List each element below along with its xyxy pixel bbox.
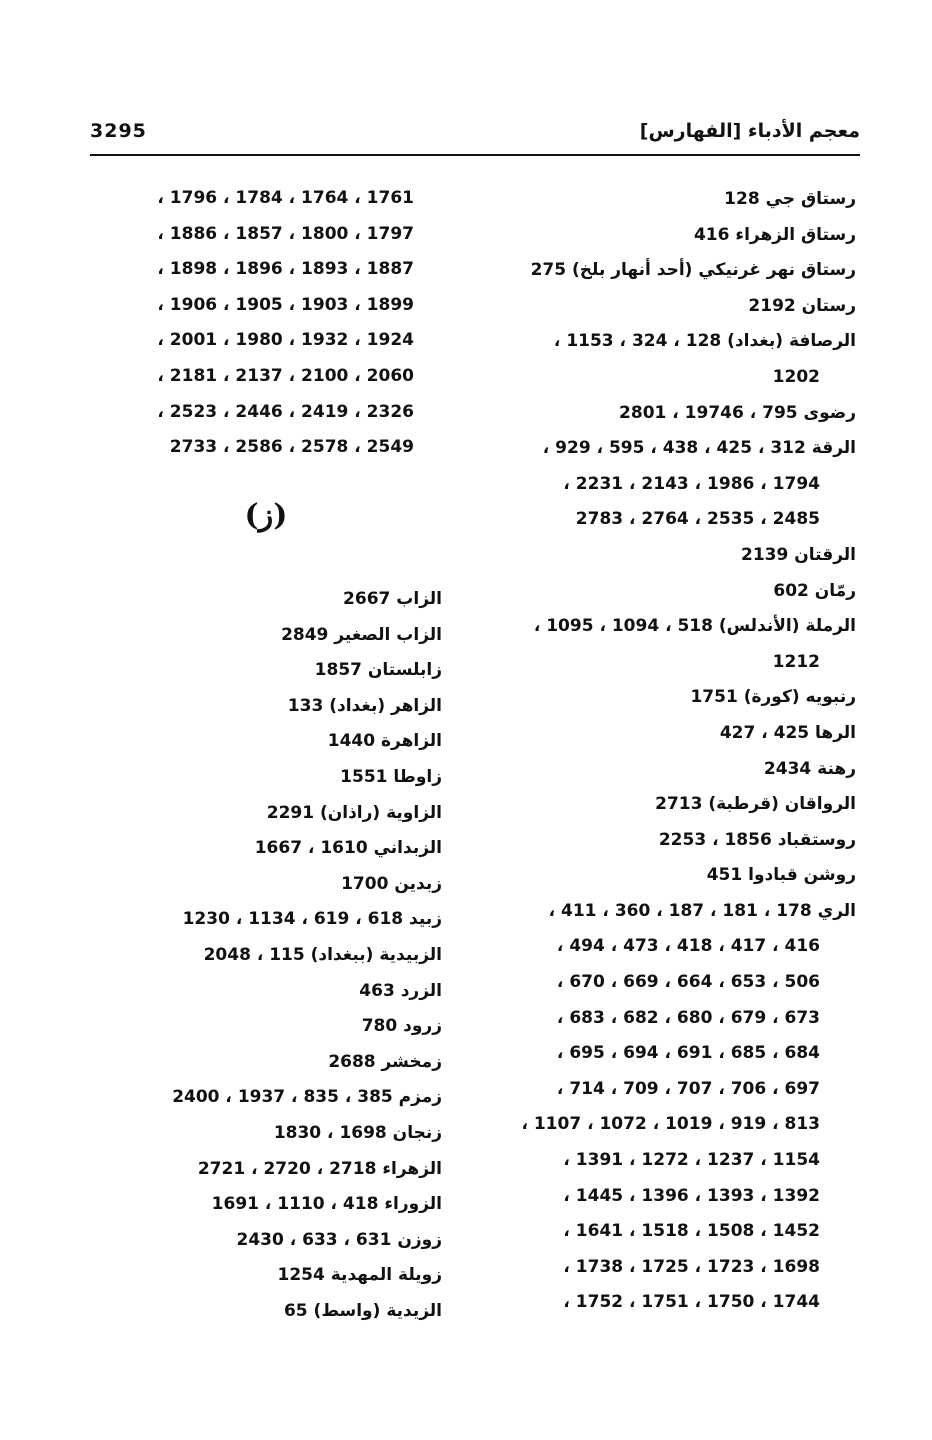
index-entry: زنجان 1698 ، 1830 xyxy=(273,1122,442,1143)
index-entry: 1924 ، 1932 ، 1980 ، 2001 ، xyxy=(157,330,414,351)
index-entry: 1887 ، 1893 ، 1896 ، 1898 ، xyxy=(157,259,414,280)
index-entry: زبيد 618 ، 619 ، 1134 ، 1230 xyxy=(182,909,442,930)
index-entry: زرود 780 xyxy=(361,1016,442,1037)
index-entry: 1761 ، 1764 ، 1784 ، 1796 ، xyxy=(157,188,414,208)
page-number: 3295 xyxy=(90,120,147,142)
index-entry: الرقتان 2139 xyxy=(741,544,856,565)
index-entry: زبدين 1700 xyxy=(341,873,442,894)
index-entry: 673 ، 679 ، 680 ، 682 ، 683 ، xyxy=(556,1007,820,1028)
index-entry: الرقة 312 ، 425 ، 438 ، 595 ، 929 ، xyxy=(542,438,856,459)
index-entry: الرصافة (بغداد) 128 ، 324 ، 1153 ، xyxy=(553,331,856,352)
index-entry: روشن قبادوا 451 xyxy=(706,865,856,886)
index-entry: زابلستان 1857 xyxy=(314,660,442,681)
index-entry: زويلة المهدية 1254 xyxy=(277,1265,442,1286)
index-column-right xyxy=(496,182,856,1321)
index-entry: رستاق جي 128 xyxy=(724,189,856,209)
index-entry: الزبيدية (ببغداد) 115 ، 2048 xyxy=(203,944,442,965)
index-entry: 1212 xyxy=(772,651,820,672)
index-entry: الزوراء 418 ، 1110 ، 1691 xyxy=(211,1194,442,1215)
index-entry: 1154 ، 1237 ، 1272 ، 1391 ، xyxy=(563,1150,820,1171)
index-entry: الزاهرة 1440 xyxy=(327,731,442,752)
index-entry: الزاب الصغير 2849 xyxy=(281,624,442,645)
index-entry: الزرد 463 xyxy=(359,980,442,1001)
index-entry: 2549 ، 2578 ، 2586 ، 2733 xyxy=(169,437,414,458)
index-entry: الزاب 2667 xyxy=(343,589,442,609)
index-entry: رستاق الزهراء 416 xyxy=(693,224,856,245)
index-entry: الرملة (الأندلس) 518 ، 1094 ، 1095 ، xyxy=(533,616,856,637)
index-entry: 1452 ، 1508 ، 1518 ، 1641 ، xyxy=(563,1221,820,1242)
index-entry: الزبداني 1610 ، 1667 xyxy=(254,838,442,859)
index-entry: 506 ، 653 ، 664 ، 669 ، 670 ، xyxy=(556,972,820,993)
index-entry: 1744 ، 1750 ، 1751 ، 1752 ، xyxy=(563,1292,820,1313)
running-title: معجم الأدباء [الفهارس] xyxy=(639,120,860,142)
index-entry: 1899 ، 1903 ، 1905 ، 1906 ، xyxy=(157,294,414,315)
index-entry: 1392 ، 1393 ، 1396 ، 1445 ، xyxy=(563,1185,820,1206)
index-entry: 2060 ، 2100 ، 2137 ، 2181 ، xyxy=(157,365,414,386)
index-entry: الرواقان (قرطبة) 2713 xyxy=(655,794,856,815)
index-column-left-entries xyxy=(92,582,442,1329)
index-entry: 1797 ، 1800 ، 1857 ، 1886 ، xyxy=(157,223,414,244)
index-entry: الزهراء 2718 ، 2720 ، 2721 xyxy=(197,1158,442,1179)
index-entry: الرها 425 ، 427 xyxy=(719,722,856,743)
index-entry: رضوى 795 ، 19746 ، 2801 xyxy=(619,402,856,423)
index-entry: 2326 ، 2419 ، 2446 ، 2523 ، xyxy=(157,401,414,422)
index-entry: 416 ، 417 ، 418 ، 473 ، 494 ، xyxy=(556,936,820,957)
index-entry: الزاوية (راذان) 2291 xyxy=(266,802,442,823)
index-entry: رمّان 602 xyxy=(773,580,856,601)
index-entry: زاوطا 1551 xyxy=(340,766,442,787)
index-entry: رنبويه (كورة) 1751 xyxy=(690,687,856,708)
index-entry: 1698 ، 1723 ، 1725 ، 1738 ، xyxy=(563,1256,820,1277)
index-entry: زوزن 631 ، 633 ، 2430 xyxy=(236,1229,442,1250)
index-entry: روستقباد 1856 ، 2253 xyxy=(658,829,856,850)
index-entry: 697 ، 706 ، 707 ، 709 ، 714 ، xyxy=(556,1078,820,1099)
index-entry: زمزم 385 ، 835 ، 1937 ، 2400 xyxy=(172,1087,442,1108)
index-entry: رستان 2192 xyxy=(748,295,856,316)
index-entry: 1202 xyxy=(772,366,820,387)
index-entry: الزيدية (واسط) 65 xyxy=(283,1300,442,1321)
index-entry: 1794 ، 1986 ، 2143 ، 2231 ، xyxy=(563,473,820,494)
page-header xyxy=(90,116,860,156)
section-letter-heading: (ز) xyxy=(244,498,288,533)
index-entry: زمخشر 2688 xyxy=(328,1051,442,1072)
index-entry: 684 ، 685 ، 691 ، 694 ، 695 ، xyxy=(556,1043,820,1064)
index-entry: رستاق نهر غرنيكي (أحد أنهار بلخ) 275 xyxy=(530,260,856,281)
index-entry: رهنة 2434 xyxy=(763,758,856,779)
index-entry: الري 178 ، 181 ، 187 ، 360 ، 411 ، xyxy=(548,900,856,921)
index-column-left-continuation xyxy=(74,181,414,466)
index-entry: 2485 ، 2535 ، 2764 ، 2783 xyxy=(575,509,820,530)
index-entry: الزاهر (بغداد) 133 xyxy=(287,695,442,716)
index-entry: 813 ، 919 ، 1019 ، 1072 ، 1107 ، xyxy=(521,1114,820,1135)
